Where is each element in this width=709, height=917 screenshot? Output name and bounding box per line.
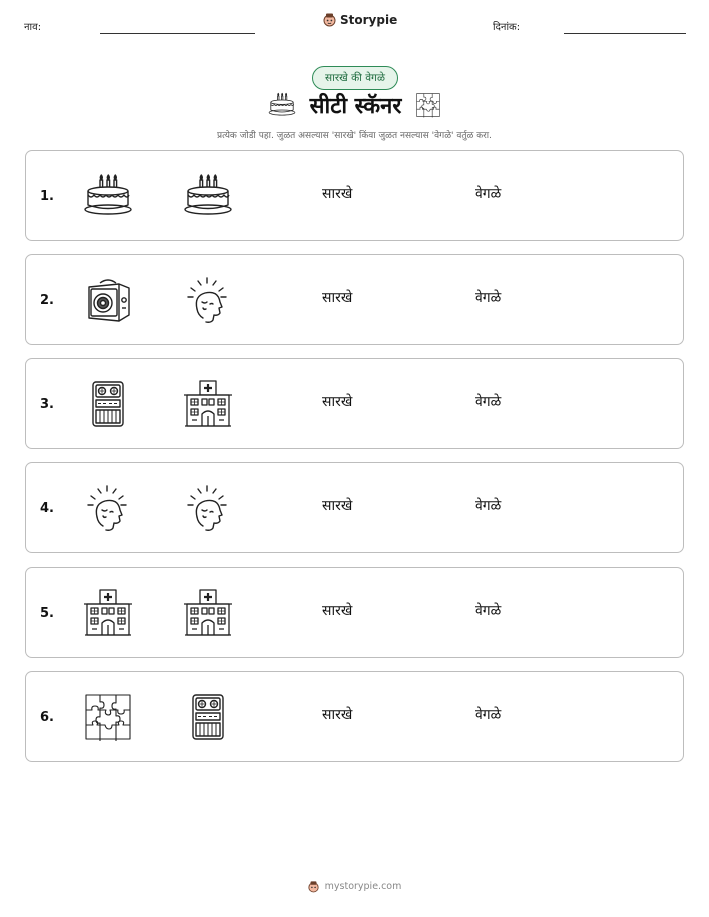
ct-scanner-icon <box>183 692 233 742</box>
same-option[interactable]: सारखे <box>322 498 353 514</box>
different-option[interactable]: वेगळे <box>475 603 502 619</box>
same-option[interactable]: सारखे <box>322 186 353 202</box>
comparison-row <box>25 254 684 345</box>
footer <box>0 880 709 893</box>
hospital-icon <box>183 588 233 638</box>
birthday-cake-icon <box>83 171 133 221</box>
row-number: 1. <box>40 189 54 204</box>
puzzle-icon <box>415 92 441 118</box>
comparison-row <box>25 150 684 241</box>
name-label: नाव: <box>24 22 42 33</box>
footer-url[interactable]: mystorypie.com <box>324 881 402 892</box>
row-number: 6. <box>40 710 54 725</box>
head-pain-icon <box>183 483 233 533</box>
different-option[interactable]: वेगळे <box>475 498 502 514</box>
comparison-row <box>25 462 684 553</box>
brand-logo <box>323 12 397 27</box>
birthday-cake-icon <box>268 91 296 119</box>
activity-badge: सारखे की वेगळे <box>312 66 398 90</box>
head-pain-icon <box>183 275 233 325</box>
instructions: प्रत्येक जोडी पहा. जुळत असल्यास 'सारखे' किंवा जुळत नसल्यास 'वेगळे' वर्तुळ करा. <box>216 131 492 141</box>
row-number: 3. <box>40 397 54 412</box>
same-option[interactable]: सारखे <box>322 707 353 723</box>
camera-icon <box>83 275 133 325</box>
comparison-row <box>25 567 684 658</box>
page-title: सीटी स्कॅनर <box>309 94 402 119</box>
different-option[interactable]: वेगळे <box>475 707 502 723</box>
same-option[interactable]: सारखे <box>322 394 353 410</box>
different-option[interactable]: वेगळे <box>475 290 502 306</box>
storypie-mascot-icon <box>308 880 319 893</box>
different-option[interactable]: वेगळे <box>475 186 502 202</box>
row-number: 4. <box>40 501 54 516</box>
head-pain-icon <box>83 483 133 533</box>
row-number: 5. <box>40 606 54 621</box>
hospital-icon <box>183 379 233 429</box>
puzzle-icon <box>83 692 133 742</box>
storypie-mascot-icon <box>323 12 336 27</box>
date-label: दिनांक: <box>493 22 521 33</box>
brand-name: Storypie <box>340 12 398 27</box>
title-row <box>0 90 709 120</box>
comparison-row <box>25 358 684 449</box>
comparison-row <box>25 671 684 762</box>
ct-scanner-icon <box>83 379 133 429</box>
same-option[interactable]: सारखे <box>322 290 353 306</box>
same-option[interactable]: सारखे <box>322 603 353 619</box>
birthday-cake-icon <box>183 171 233 221</box>
row-number: 2. <box>40 293 54 308</box>
different-option[interactable]: वेगळे <box>475 394 502 410</box>
name-line[interactable] <box>100 33 255 34</box>
hospital-icon <box>83 588 133 638</box>
date-line[interactable] <box>564 33 686 34</box>
